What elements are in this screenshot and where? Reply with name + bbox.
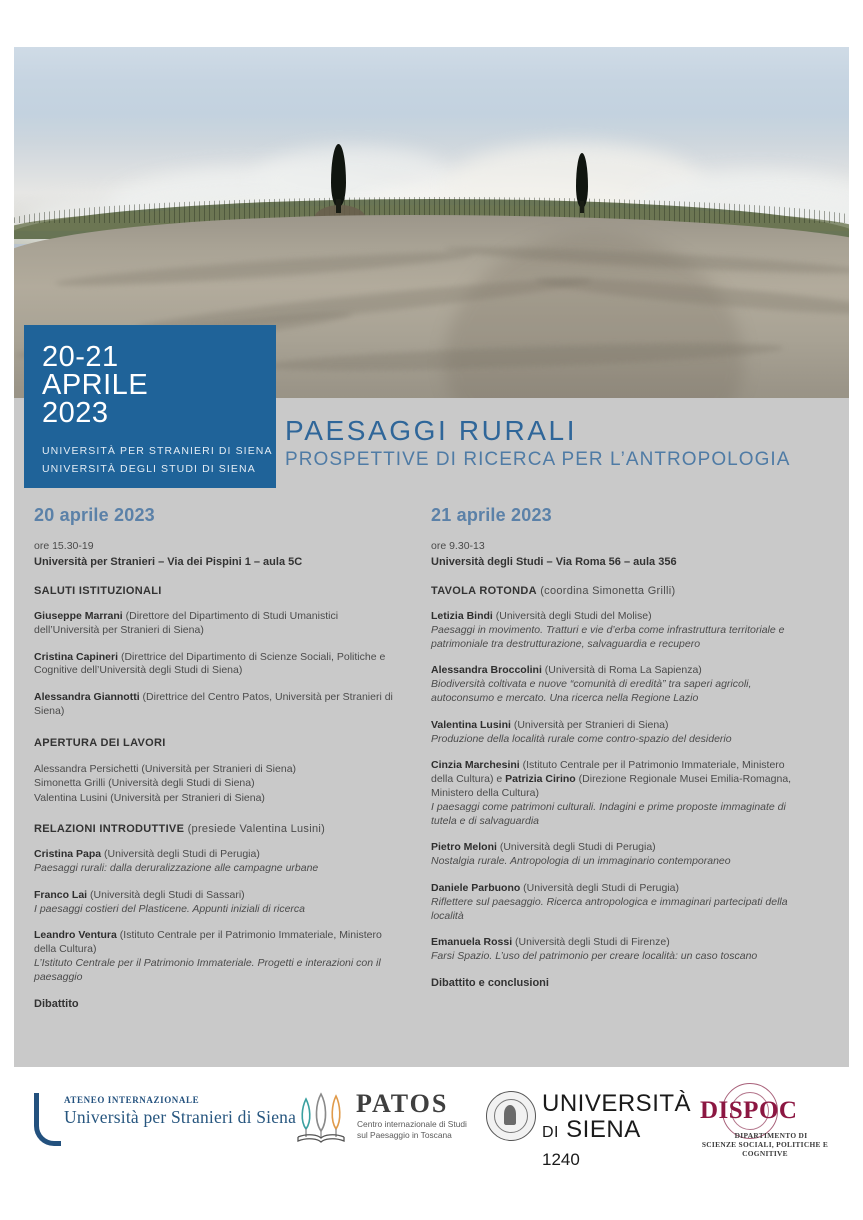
section-chair: (coordina Simonetta Grilli)	[536, 585, 676, 597]
speaker-name: Emanuela Rossi	[431, 936, 513, 949]
program-entry	[34, 610, 402, 638]
speaker-name: Cinzia Marchesini	[431, 759, 520, 772]
seal-figure	[504, 1105, 516, 1125]
program-entry	[431, 759, 799, 828]
date-month: APRILE	[42, 369, 149, 401]
participant: Simonetta Grilli (Università degli Studi di Siena)	[34, 777, 255, 790]
speaker-affiliation: (Direttrice del Centro Patos, Università per Stranieri di Siena)	[34, 691, 393, 717]
speaker-affiliation: (Università degli Studi del Molise)	[492, 610, 652, 622]
talk-title: Biodiversità coltivata e nuove “comunità di eredità” tra saperi agricoli, autoconsumo e mercato. Una ricerca nella Regione Lazio	[431, 678, 752, 704]
participant: Alessandra Persichetti (Università per Stranieri di Siena)	[34, 762, 297, 775]
program-entry	[34, 651, 402, 679]
speaker-affiliation: (Direttrice del Dipartimento di Scienze Sociali, Politiche e Cognitive dell’Università degli Studi di Siena)	[34, 650, 386, 677]
speaker-affiliation: (Università per Stranieri di Siena)	[510, 718, 669, 731]
logo-name-line2	[542, 1116, 676, 1172]
speaker-affiliation: (Direttore del Dipartimento di Studi Umanistici dell’Università per Stranieri di Siena)	[34, 610, 339, 636]
program-entry	[431, 936, 799, 964]
logo-tagline-line1: Centro internazionale di Studi	[357, 1119, 467, 1129]
day-2-closing: Dibattito e conclusioni	[431, 976, 549, 989]
day-1-column	[34, 505, 402, 1010]
date-days: 20-21	[42, 341, 119, 373]
speaker-affiliation: (Università degli Studi di Perugia)	[101, 848, 260, 861]
page-subtitle: PROSPETTIVE DI RICERCA PER L’ANTROPOLOGIA	[285, 449, 791, 470]
three-cypress-trees-icon	[294, 1087, 352, 1145]
talk-title: Riflettere sul paesaggio. Ricerca antropologica e immaginari partecipati della località	[431, 895, 788, 922]
participant: Valentina Lusini (Università per Stranieri di Siena)	[34, 791, 265, 804]
opening-participants	[34, 762, 402, 806]
logo-name-line1: UNIVERSITÀ	[542, 1090, 692, 1117]
talk-title: I paesaggi come patrimoni culturali. Indagini e prime proposte immaginate di tutela e di salvaguardia	[431, 800, 786, 827]
talk-title: Farsi Spazio. L’uso del patrimonio per creare località: un caso toscano	[431, 950, 758, 963]
cypress-trunk	[336, 199, 341, 213]
talk-title: I paesaggi costieri del Plasticene. Appunti iniziali di ricerca	[34, 902, 306, 915]
university-seal-icon	[486, 1091, 536, 1141]
day-1-closing: Dibattito	[34, 997, 79, 1010]
talk-title: Nostalgia rurale. Antropologia di un immaginario contemporaneo	[431, 855, 731, 868]
logo-name: Università per Stranieri di Siena	[64, 1107, 297, 1127]
speaker-affiliation: (Università degli Studi di Sassari)	[87, 888, 245, 901]
program-entry	[34, 889, 402, 917]
logo-name: DISPOC	[700, 1097, 798, 1124]
section-label: TAVOLA ROTONDA	[431, 585, 537, 597]
speaker-name: Alessandra Giannotti	[34, 691, 140, 704]
speaker-name: Cristina Capineri	[34, 650, 119, 663]
logo-tagline: ATENEO INTERNAZIONALE	[64, 1095, 200, 1105]
page-title: PAESAGGI RURALI	[285, 415, 578, 446]
program-entry	[431, 882, 799, 923]
logo-name: PATOS	[356, 1089, 449, 1118]
logo-dispoc	[690, 1083, 840, 1158]
logo-tagline	[357, 1119, 467, 1141]
logo-tagline-line2: SCIENZE SOCIALI, POLITICHE E COGNITIVE	[701, 1140, 829, 1158]
section-label: APERTURA DEI LAVORI	[34, 736, 166, 749]
day-2-venue: Università degli Studi – Via Roma 56 – aula 356	[431, 556, 677, 568]
speaker-affiliation: (Istituto Centrale per il Patrimonio Immateriale, Ministero della Cultura) e	[431, 759, 785, 786]
day-1-venue: Università per Stranieri – Via dei Pispini 1 – aula 5C	[34, 556, 303, 568]
speaker-affiliation: (Università degli Studi di Perugia)	[496, 841, 656, 854]
poster-title-block	[285, 415, 845, 473]
speaker-name: Alessandra Broccolini	[431, 664, 542, 677]
organizer-university-1: UNIVERSITÀ PER STRANIERI DI SIENA	[42, 445, 273, 457]
logo-universita-di-siena	[486, 1087, 692, 1169]
logo-year: 1240	[542, 1150, 580, 1169]
logo-siena: SIENA	[566, 1116, 640, 1143]
day-1-time: ore 15.30-19	[34, 540, 94, 552]
logo-patos	[294, 1087, 474, 1149]
speaker-name: Letizia Bindi	[431, 610, 493, 622]
date-block	[24, 325, 276, 488]
program-entry	[34, 929, 402, 984]
talk-title: L’Istituto Centrale per il Patrimonio Immateriale. Progetti e interazioni con il paesaggio	[34, 957, 381, 983]
speaker-affiliation: (Università degli Studi di Firenze)	[512, 936, 670, 949]
speaker-name: Pietro Meloni	[431, 841, 497, 854]
program-entry	[431, 664, 799, 705]
talk-title: Produzione della località rurale come contro-spazio del desiderio	[431, 732, 732, 745]
program-entry	[431, 841, 799, 869]
speaker-name: Cristina Papa	[34, 848, 102, 861]
section-label: RELAZIONI INTRODUTTIVE	[34, 823, 185, 836]
day-1-heading: 20 aprile 2023	[34, 505, 155, 525]
speaker-name-secondary: Patrizia Cirino	[505, 773, 576, 786]
day-1-section-greetings	[34, 585, 402, 597]
speaker-name: Franco Lai	[34, 888, 88, 901]
speaker-name: Giuseppe Marrani	[34, 610, 123, 622]
day-2-heading: 21 aprile 2023	[431, 505, 552, 525]
cypress-trunk	[580, 201, 584, 213]
program-entry	[34, 848, 402, 876]
date-year: 2023	[42, 397, 109, 429]
day-2-section-roundtable	[431, 585, 799, 597]
program-entry	[431, 719, 799, 747]
program-columns	[14, 505, 849, 1065]
footer-logos	[0, 1067, 863, 1220]
speaker-affiliation: (Istituto Centrale per il Patrimonio Immateriale, Ministero della Cultura)	[34, 929, 382, 956]
speaker-affiliation-secondary: (Direzione Regionale Musei Emilia-Romagna, Ministero della Cultura)	[431, 773, 792, 799]
program-entry	[34, 691, 402, 719]
day-2-column	[431, 505, 799, 989]
talk-title: Paesaggi rurali: dalla deruralizzazione alle campagne urbane	[34, 862, 319, 875]
speaker-affiliation: (Università di Roma La Sapienza)	[541, 664, 702, 677]
hook-icon	[34, 1093, 61, 1146]
logo-di: DI	[542, 1124, 559, 1141]
logo-tagline-line1: DIPARTIMENTO DI	[734, 1131, 808, 1140]
section-chair: (presiede Valentina Lusini)	[184, 823, 326, 836]
program-entry	[431, 610, 799, 651]
logo-universita-per-stranieri	[34, 1087, 297, 1149]
speaker-affiliation: (Università degli Studi di Perugia)	[520, 881, 680, 894]
section-label: SALUTI ISTITUZIONALI	[34, 585, 162, 597]
day-2-time: ore 9.30-13	[431, 540, 485, 552]
speaker-name: Leandro Ventura	[34, 929, 117, 942]
speaker-name: Daniele Parbuono	[431, 881, 521, 894]
speaker-name: Valentina Lusini	[431, 718, 511, 731]
day-1-section-opening	[34, 737, 402, 749]
talk-title: Paesaggi in movimento. Tratturi e vie d’erba come infrastruttura territoriale e patrimoniale tra destrutturazione, salvaguardia e recupero	[431, 623, 785, 650]
logo-tagline-line2: sul Paesaggio in Toscana	[357, 1130, 452, 1140]
organizer-university-2: UNIVERSITÀ DEGLI STUDI DI SIENA	[42, 463, 256, 475]
day-1-section-talks	[34, 823, 402, 835]
